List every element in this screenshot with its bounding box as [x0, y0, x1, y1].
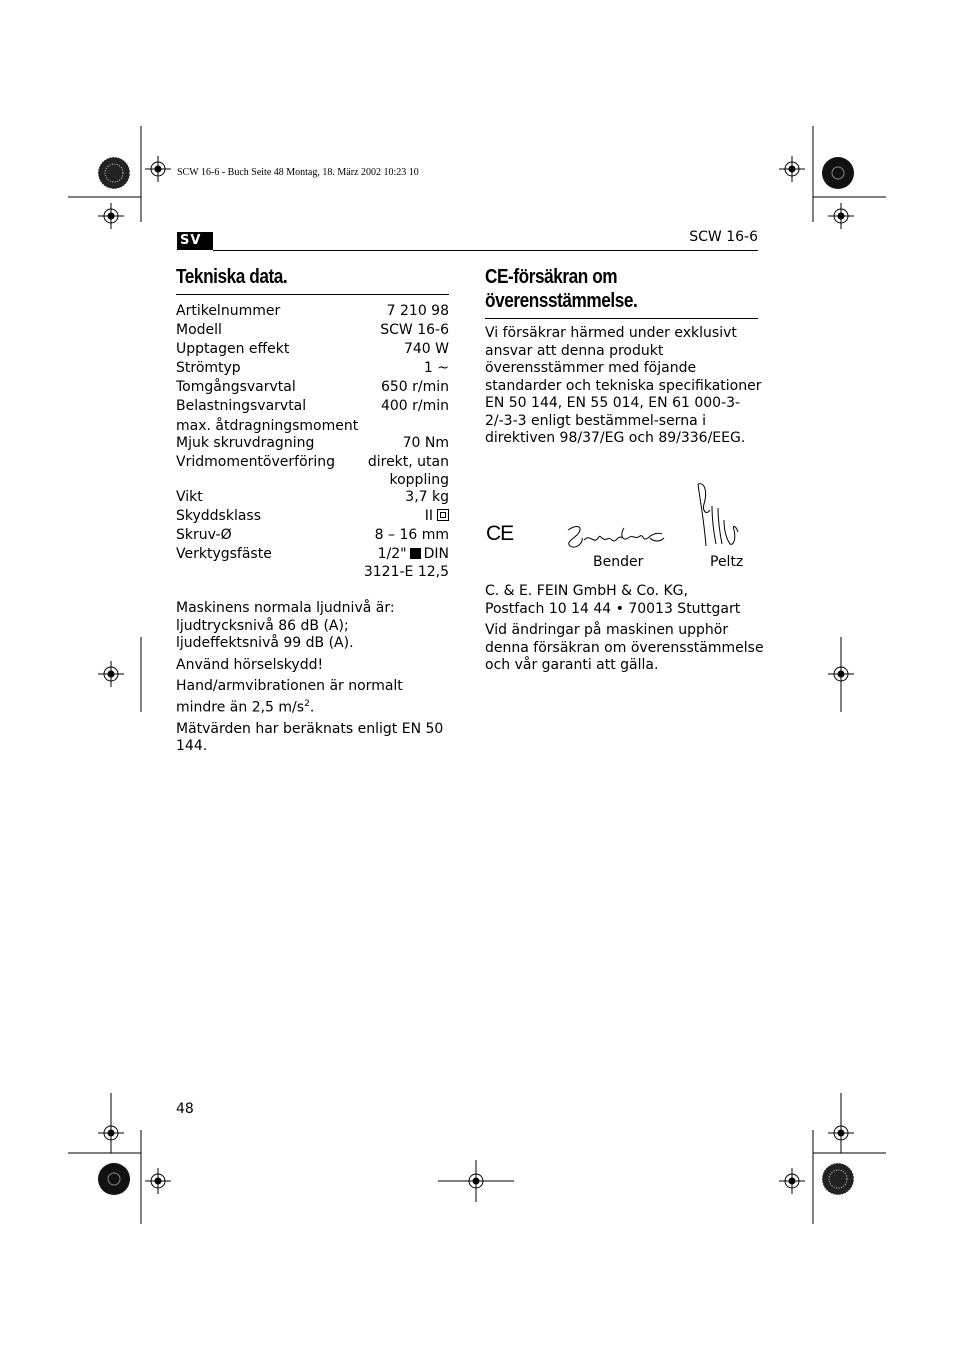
- vibration-exponent: 2: [304, 698, 310, 709]
- spec-row: [176, 341, 449, 360]
- spec-table: [176, 303, 449, 581]
- spec-row: [176, 546, 449, 581]
- print-slug: SCW 16-6 - Buch Seite 48 Montag, 18. März 2002 10:23 10: [177, 167, 419, 178]
- title-rule: [176, 294, 449, 295]
- spec-row: [176, 435, 449, 454]
- spec-value: 3,7 kg: [405, 489, 449, 506]
- language-badge: SV: [177, 232, 213, 250]
- spec-label: Tomgångsvarvtal: [176, 379, 296, 396]
- square-drive-icon: [410, 548, 421, 559]
- spec-label: Modell: [176, 322, 222, 339]
- header-rule: [213, 250, 758, 251]
- ce-title-line2: överensstämmelse.: [485, 290, 638, 312]
- notes-block: [176, 600, 451, 760]
- spec-value: [362, 546, 449, 581]
- noise-note: Maskinens normala ljudnivå är: ljudtrycksnivå 86 dB (A); ljudeffektsnivå 99 dB (A).: [176, 600, 395, 651]
- company-address: [485, 583, 765, 618]
- hearing-protection-note: Använd hörselskydd!: [176, 656, 324, 673]
- spec-value: 1 ~: [423, 360, 449, 377]
- spec-row: [176, 360, 449, 379]
- spec-value: direkt, utan koppling: [367, 454, 449, 488]
- protection-class-value: II: [424, 508, 433, 525]
- spec-value: 740 W: [403, 341, 449, 358]
- spec-label: Vikt: [176, 489, 203, 506]
- technical-data-title: Tekniska data.: [176, 266, 288, 288]
- spec-label: max. åtdragningsmoment: [176, 417, 359, 434]
- vibration-note: [176, 678, 451, 717]
- signatory-peltz: Peltz: [710, 554, 744, 570]
- spec-row: [176, 303, 449, 322]
- spec-row: [176, 508, 449, 527]
- ce-declaration-title: [485, 265, 637, 313]
- spec-label: Skruv-Ø: [176, 527, 232, 544]
- spec-label: Verktygsfäste: [176, 546, 272, 563]
- ce-mark-logo: CE: [486, 522, 514, 545]
- spec-label: Artikelnummer: [176, 303, 281, 319]
- header-model: SCW 16-6: [689, 229, 758, 245]
- spec-value: 7 210 98: [386, 303, 449, 319]
- title-rule: [485, 318, 758, 319]
- spec-label: Mjuk skruvdragning: [176, 435, 315, 452]
- company-name: C. & E. FEIN GmbH & Co. KG,: [485, 583, 688, 599]
- spec-row: [176, 379, 449, 398]
- signature-peltz-image: [694, 480, 744, 556]
- vibration-end: .: [309, 699, 315, 716]
- spec-label: Strömtyp: [176, 360, 241, 377]
- page-number: 48: [176, 1101, 194, 1117]
- spec-value: [362, 418, 449, 436]
- closing-note: Vid ändringar på maskinen upphör denna försäkran om överensstämmelse och vår garanti att gälla.: [485, 622, 764, 673]
- spec-value: 8 – 16 mm: [374, 527, 449, 544]
- vibration-text: Hand/armvibrationen är normalt mindre än 2,5 m/s: [176, 678, 403, 716]
- spec-row: [176, 527, 449, 546]
- spec-label: Upptagen effekt: [176, 341, 290, 358]
- spec-row: [176, 398, 449, 417]
- measure-note: Mätvärden har beräknats enligt EN 50 144.: [176, 720, 444, 755]
- spec-value: 70 Nm: [402, 435, 449, 452]
- tool-holder-size: 1/2": [377, 546, 407, 563]
- spec-row: [176, 418, 449, 436]
- double-insulation-icon: [437, 509, 449, 521]
- spec-value: 400 r/min: [380, 398, 449, 415]
- signatory-bender: Bender: [593, 554, 644, 570]
- tool-holder-standard-number: 3121-E 12,5: [363, 563, 449, 580]
- spec-value: 650 r/min: [380, 379, 449, 396]
- spec-value: [362, 508, 449, 527]
- spec-row: [176, 454, 449, 489]
- spec-label: Vridmomentöverföring: [176, 454, 336, 471]
- spec-value: SCW 16-6: [380, 322, 449, 339]
- spec-label: Skyddsklass: [176, 508, 262, 525]
- spec-label: Belastningsvarvtal: [176, 398, 307, 415]
- company-block: [485, 583, 765, 679]
- declaration-text: Vi försäkrar härmed under exklusivt ansvar att denna produkt överensstämmer med föjande standarder och tekniska specifikationer EN 50 144, EN 55 014, EN 61 000-3-2/-3-3 enligt bestämmel-serna i direktiven 98/37/EG och 89/336/EEG.: [485, 325, 762, 446]
- signature-bender-image: [562, 520, 668, 558]
- spec-row: [176, 489, 449, 508]
- spec-row: [176, 322, 449, 341]
- tool-holder-standard: DIN: [423, 546, 449, 563]
- ce-title-line1: CE-försäkran om: [485, 266, 618, 288]
- company-postal: Postfach 10 14 44 • 70013 Stuttgart: [485, 600, 741, 617]
